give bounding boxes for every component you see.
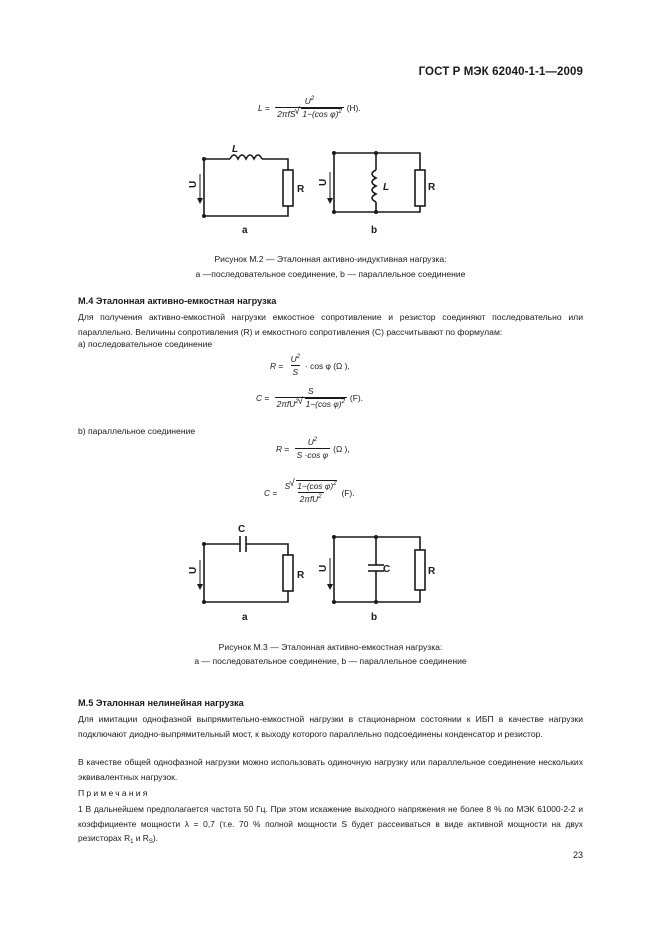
formula-r-series: R = $\frac{U^2}{S}$ · cos φ (Ω ), bbox=[270, 354, 350, 377]
section-m4-title: М.4 Эталонная активно-емкостная нагрузка bbox=[78, 296, 277, 306]
label-r-c-a: R bbox=[297, 570, 305, 581]
formula-r-parallel: R = $\frac{U^2}{\text{S ·cos φ}}$ (Ω ), bbox=[276, 437, 350, 460]
note-1: 1 В дальнейшем предполагается частота 50 Гц. При этом искажение выходного напряжения не более 8 % по МЭК 61000-2-2 и коэффициенте мощности λ = 0,7 (т.е. 70 % полной мощности S будет рассеиваться в виде активной мощности на двух резисторах $R_1$ и $R_S$). bbox=[78, 804, 583, 845]
circuit-series-rc bbox=[204, 536, 293, 602]
section-m5-title: М.5 Эталонная нелинейная нагрузка bbox=[78, 698, 244, 708]
formula-inductance: L = $\frac{U^2}{2\pi fS√ 1-(\cos \varphi)^2}$ (H). bbox=[258, 96, 361, 119]
circuit-parallel-rc bbox=[334, 537, 425, 602]
item-b-parallel: b) параллельное соединение bbox=[78, 426, 196, 436]
figure2-caption-line2: а —последовательное соединение, b — параллельное соединение bbox=[195, 269, 466, 279]
circuit-parallel-rl bbox=[334, 153, 425, 212]
section-m4-paragraph: Для получения активно-емкостной нагрузки емкостное сопротивление и резистор соединяют последовательно или параллельно. Величины сопротивления (R) и емкостного сопротивления (C) рассчитывают по формулам: bbox=[78, 312, 583, 337]
label-c-a: C bbox=[238, 524, 246, 535]
figure3-caption-line1: Рисунок М.3 — Эталонная активно-емкостная нагрузка: bbox=[218, 642, 443, 652]
figure2-caption-line1: Рисунок М.2 — Эталонная активно-индуктивная нагрузка: bbox=[214, 254, 447, 264]
notes-title: Примечания bbox=[78, 788, 150, 798]
figure2-label-a: а bbox=[242, 225, 248, 236]
label-u-a: U bbox=[188, 180, 199, 188]
figure3-label-a: а bbox=[242, 612, 248, 623]
figure-m3-diagram bbox=[180, 522, 440, 628]
label-r-b: R bbox=[428, 182, 436, 193]
figure3-label-b: b bbox=[371, 612, 378, 623]
standard-header: ГОСТ Р МЭК 62040-1-1—2009 bbox=[418, 66, 583, 78]
item-a-series: а) последовательное соединение bbox=[78, 339, 213, 349]
label-u-c-a: U bbox=[188, 566, 199, 574]
label-l-a: L bbox=[232, 144, 239, 155]
label-u-b: U bbox=[318, 178, 329, 186]
page-number: 23 bbox=[572, 850, 583, 860]
formula-c-series: C = $\frac{S}{2\pi fU^2√ 1-(\cos \varphi)^2}$ (F). bbox=[256, 386, 363, 409]
label-u-c-b: U bbox=[318, 564, 329, 572]
label-c-b: C bbox=[383, 564, 391, 575]
figure3-caption-line2: а — последовательное соединение, b — параллельное соединение bbox=[194, 656, 467, 666]
circuit-series-rl bbox=[204, 155, 293, 216]
label-r-a: R bbox=[297, 184, 305, 195]
section-m5-paragraph1: Для имитации однофазной выпрямительно-емкостной нагрузки в стационарном состоянии к ИБП в качестве нагрузки подключают диодно-выпрямительный мост, к выходу которого параллельно подсоединены конденсатор и резистор. bbox=[78, 714, 583, 739]
label-r-c-b: R bbox=[428, 566, 436, 577]
formula-c-parallel: C = $\frac{S√ 1-(\cos \varphi)^2}{2\pi fU^2}$ (F). bbox=[264, 481, 355, 504]
label-l-b: L bbox=[383, 182, 390, 193]
figure2-label-b: b bbox=[371, 225, 378, 236]
figure-m2-diagram bbox=[180, 140, 440, 240]
section-m5-paragraph2: В качестве общей однофазной нагрузки можно использовать одиночную нагрузку или параллельное соединение нескольких эквивалентных нагрузок. bbox=[78, 757, 583, 782]
